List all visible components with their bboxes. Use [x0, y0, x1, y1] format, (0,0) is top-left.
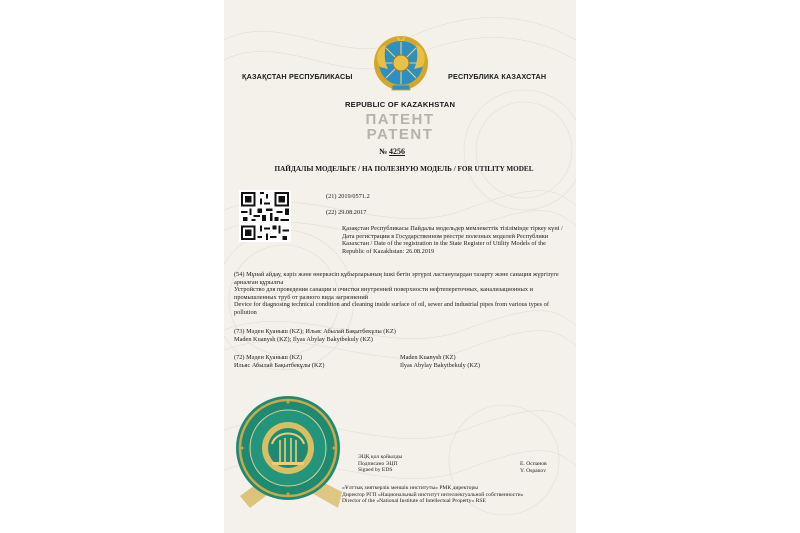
patent-title-ru: ПАТЕНТ: [365, 111, 435, 128]
signatory-en: Y. Ospanov: [520, 467, 547, 474]
title-54-kz: (54) Мұнай айдау, кәріз және өнеркәсіп құбырларының ішкі бетін эртүрлі ластанулардан тазарту және санация жүргізуге арналған құрылғы: [234, 271, 559, 286]
number-value: 4256: [389, 147, 406, 156]
owners-en: Maden Kuanysh (KZ); Ilyas Abylay Bakytbekuly (KZ): [234, 335, 373, 343]
signed-ru: Подписано ЭЦП: [358, 460, 398, 467]
author-2-en: Ilyas Abylay Bakytbekuly (KZ): [400, 361, 480, 369]
field-22: (22) 29.08.2017: [326, 209, 367, 216]
signatory-name: [520, 461, 547, 474]
title-54: [234, 271, 568, 317]
author-1-en: Maden Kuanysh (KZ): [400, 354, 456, 361]
registration-date-text: Қазақстан Республикасы Пайдалы модельдер мемлекеттік тізілімінде тіркеу күні / Дата регистрации в Государственном реестре полезных моделей Республики Казахстан / Date of the registration in the State Register of Utility Models of the Republic of Kazakhstan: 26.08.2019: [342, 225, 563, 255]
director-en: Director of the «National Institute of Intellectual Property» RSE: [342, 498, 486, 505]
signature-block: [358, 454, 402, 474]
header-en: REPUBLIC OF KAZAKHSTAN: [345, 100, 456, 109]
owners-73: [234, 328, 568, 343]
signed-en: Signed by EDS: [358, 467, 393, 474]
author-2-kz: Ильяс Абылай Бақытбекұлы (KZ): [234, 361, 325, 369]
patent-title-en: PATENT: [366, 126, 434, 143]
director-ru: Директор РГП «Национальный институт интеллектуальной собственности»: [342, 491, 524, 498]
title-54-en: Device for diagnosing technical condition and cleaning inside surface of oil, sewer and industrial pipes from various types of pollution: [234, 301, 549, 316]
institute-seal-icon: [230, 392, 346, 508]
qr-code-icon: [239, 190, 291, 242]
director-kz: «Ұлттық зияткерлік меншік институты» РМК директоры: [342, 485, 479, 491]
utility-model-title: ПАЙДАЛЫ МОДЕЛЬГЕ / НА ПОЛЕЗНУЮ МОДЕЛЬ / FOR UTILITY MODEL: [274, 165, 534, 173]
field-21: (21) 2019/0571.2: [326, 193, 370, 200]
header-kz: ҚАЗАҚСТАН РЕСПУБЛИКАСЫ: [242, 72, 353, 81]
number-prefix: №: [379, 147, 388, 156]
patent-number: [379, 147, 405, 156]
header-ru: РЕСПУБЛИКА КАЗАХСТАН: [448, 72, 547, 81]
kazakhstan-state-emblem-icon: [372, 33, 430, 93]
authors-72-kz: [234, 354, 324, 369]
patent-document: [224, 0, 576, 533]
signatory-ru: Е. Оспанов: [520, 461, 547, 467]
author-1-kz: (72) Мәден Қуаныш (KZ): [234, 354, 303, 361]
director-title: [342, 485, 572, 505]
signed-kz: ЭЦҚ қол қойылды: [358, 454, 403, 460]
owners-kz: (73) Мәден Қуаныш (KZ); Ильяс Абылай Бақытбекұлы (KZ): [234, 328, 396, 335]
title-54-ru: Устройство для проведения санации и очистки внутренней поверхности нефтепереточных, канализационных и промышленных труб от разного вида загрязнений: [234, 286, 533, 301]
authors-72-en: [400, 354, 480, 369]
